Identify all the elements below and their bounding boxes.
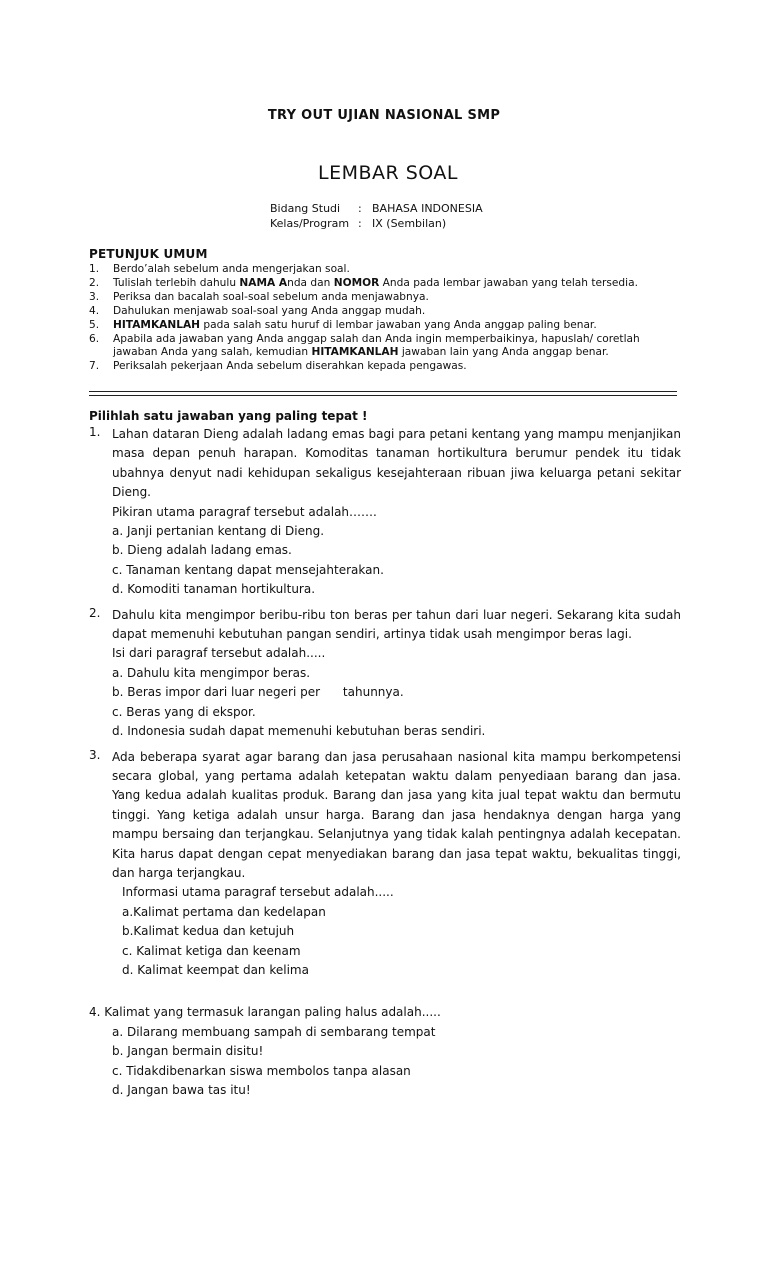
question-stem: Ada beberapa syarat agar barang dan jasa perusahaan nasional kita mampu berkompetensi secara global, yang pertama adalah ketepatan waktu dalam penyediaan barang dan jasa. Yang kedua adalah kualitas produk. Barang dan jasa yang kita jual tepat waktu dan bermutu tinggi. Yang ketiga adalah unsur harga. Barang dan jasa hendaknya dengan harga yang mampu bersaing dan terjangkau. Selanjutnya yang tidak kalah pentingnya adalah kecepatan. Kita harus dapat dengan cepat menyediakan barang dan jasa tepat waktu, bekualitas tinggi, dan harga terjangkau. — [112, 749, 681, 880]
meta-colon: : — [358, 217, 362, 230]
question-2 — [89, 606, 681, 742]
instruction-bold: NOMOR — [333, 276, 380, 289]
section-instruction: Pilihlah satu jawaban yang paling tepat ! — [89, 409, 368, 423]
instruction-text: Dahulukan menjawab soal-soal yang Anda anggap mudah. — [113, 304, 426, 317]
instruction-item — [89, 263, 685, 277]
question-1 — [89, 425, 681, 600]
instruction-text: nda dan — [287, 276, 334, 289]
instruction-item — [89, 277, 685, 291]
instruction-number: 1. — [89, 263, 100, 275]
meta-key: Bidang Studi — [270, 202, 341, 215]
instruction-text: pada salah satu huruf di lembar jawaban yang Anda anggap paling benar. — [200, 318, 597, 331]
instruction-bold: HITAMKANLAH — [113, 318, 201, 331]
question-4 — [89, 1003, 681, 1100]
answer-option: a.Kalimat pertama dan kedelapan — [122, 904, 326, 919]
answer-option: b. Jangan bermain disitu! — [112, 1044, 264, 1059]
divider-line — [89, 395, 677, 396]
answer-option: c. Kalimat ketiga dan keenam — [122, 943, 301, 958]
instruction-text: Apabila ada jawaban yang Anda anggap salah dan Anda ingin memperbaikinya, hapuslah/ coretlah jawaban Anda yang salah, kemudian — [113, 332, 640, 359]
instruction-text: Tulislah terlebih dahulu — [113, 276, 240, 289]
meta-colon: : — [358, 202, 362, 215]
meta-value: BAHASA INDONESIA — [372, 202, 483, 215]
instruction-item — [89, 305, 685, 319]
instruction-number: 2. — [89, 276, 100, 289]
exam-meta — [270, 201, 483, 231]
answer-option: c. Tidakdibenarkan siswa membolos tanpa alasan — [112, 1063, 411, 1078]
answer-option: b.Kalimat kedua dan ketujuh — [122, 924, 295, 939]
answer-option: b. Beras impor dari luar negeri per tahunnya. — [112, 685, 404, 700]
question-number: 2. — [89, 605, 101, 620]
question-prompt: Pikiran utama paragraf tersebut adalah……. — [112, 504, 377, 519]
exam-subtitle: LEMBAR SOAL — [317, 162, 459, 184]
meta-row-subject — [270, 201, 483, 216]
answer-option: a. Dahulu kita mengimpor beras. — [112, 665, 311, 680]
instruction-bold: NAMA A — [239, 276, 288, 289]
instruction-number: 7. — [89, 360, 100, 373]
answer-option: c. Tanaman kentang dapat mensejahterakan. — [112, 562, 384, 577]
question-number: 1. — [89, 425, 101, 439]
question-prompt: Isi dari paragraf tersebut adalah..... — [112, 646, 326, 661]
instruction-item — [89, 360, 685, 374]
answer-option: d. Komoditi tanaman hortikultura. — [112, 582, 316, 597]
instructions-list — [89, 263, 685, 374]
answer-option: a. Dilarang membuang sampah di sembarang tempat — [112, 1024, 436, 1039]
answer-option: d. Indonesia sudah dapat memenuhi kebutuhan beras sendiri. — [112, 724, 486, 739]
instruction-number: 6. — [89, 332, 100, 345]
question-3 — [89, 748, 681, 981]
instruction-bold: HITAMKANLAH — [311, 346, 399, 359]
question-prompt: Informasi utama paragraf tersebut adalah..... — [122, 885, 394, 900]
instruction-text: Berdo’alah sebelum anda mengerjakan soal. — [113, 263, 350, 275]
instruction-text: Anda pada lembar jawaban yang telah tersedia. — [379, 276, 638, 289]
instruction-number: 5. — [89, 318, 100, 331]
instruction-text: jawaban lain yang Anda anggap benar. — [398, 346, 609, 359]
answer-option: d. Kalimat keempat dan kelima — [122, 962, 309, 977]
divider-line — [89, 391, 677, 392]
instruction-item — [89, 291, 685, 305]
question-stem: Lahan dataran Dieng adalah ladang emas bagi para petani kentang yang mampu menjanjikan masa depan penuh harapan. Komoditas tanaman hortikultura berumur pendek itu tidak ubahnya denyut nadi kehidupan sekaligus kesejahteraan ribuan jiwa keluarga petani sekitar Dieng. — [112, 427, 681, 500]
meta-key: Kelas/Program — [270, 217, 350, 230]
instruction-number: 3. — [89, 290, 100, 303]
instructions-heading: PETUNJUK UMUM — [89, 247, 208, 261]
instruction-item — [89, 333, 685, 361]
question-stem: Dahulu kita mengimpor beribu-ribu ton beras per tahun dari luar negeri. Sekarang kita sudah dapat memenuhi kebutuhan pangan sendiri, artinya tidak usah mengimpor beras lagi. — [112, 607, 681, 642]
meta-row-class — [270, 216, 483, 231]
question-section — [89, 409, 681, 1100]
meta-value: IX (Sembilan) — [372, 217, 447, 230]
exam-title: TRY OUT UJIAN NASIONAL SMP — [267, 108, 501, 123]
instruction-text: Periksalah pekerjaan Anda sebelum diserahkan kepada pengawas. — [113, 360, 467, 373]
question-stem: 4. Kalimat yang termasuk larangan paling halus adalah..... — [89, 1005, 441, 1020]
general-instructions — [89, 247, 685, 374]
answer-option: c. Beras yang di ekspor. — [112, 704, 256, 719]
question-number: 3. — [89, 747, 101, 762]
answer-option: d. Jangan bawa tas itu! — [112, 1083, 251, 1097]
instruction-item — [89, 319, 685, 333]
instruction-number: 4. — [89, 304, 100, 317]
answer-option: a. Janji pertanian kentang di Dieng. — [112, 524, 325, 539]
instruction-text: Periksa dan bacalah soal-soal sebelum anda menjawabnya. — [113, 290, 429, 303]
answer-option: b. Dieng adalah ladang emas. — [112, 543, 292, 558]
